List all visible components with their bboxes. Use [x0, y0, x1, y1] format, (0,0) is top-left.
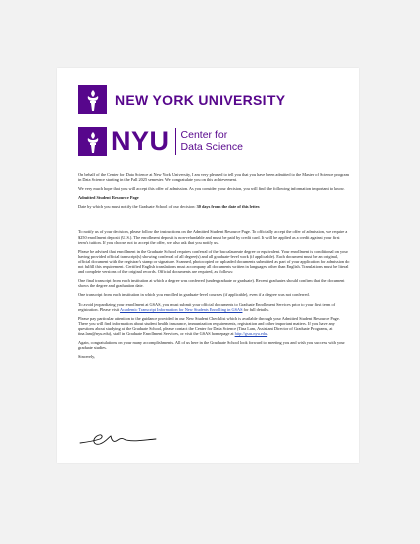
paragraph-checklist: [78, 316, 350, 336]
cds-logo: [78, 127, 243, 156]
checklist-text: Please pay particular attention to the guidance provided in our New Student Checklist which is available through your Admitted Student Resource Page. There you will find information about student health insurance, immunization requirements, registration and other important matters. If you have any questions about studying at the Graduate School, please contact the Center for Data Science (Tina Lam, Assistant Director of Graduate Programs, at tina.lam@nyu.edu), staff in Graduate Enrollment Services, or visit the GSAS homepage at: [78, 315, 340, 336]
university-name: NEW YORK UNIVERSITY: [115, 91, 286, 108]
deadline-value: 30 days from the date of this letter.: [196, 204, 261, 210]
section-heading: Admitted Student Resource Page: [78, 195, 139, 201]
nyu-header-logo: [78, 85, 285, 114]
center-name: [181, 130, 243, 153]
paragraph-admission: On behalf of the Center for Data Science at New York University, I am very pleased to tell you that you have been admitted to the Master of Science program in Data Science starting in the Fall 2025 semester. We congratulate you on this achievement.: [78, 172, 349, 183]
gsas-homepage-link[interactable]: http://gsas.nyu.edu: [234, 330, 268, 336]
paragraph-final-transcript: One final transcript from each institution at which a degree was conferred (undergraduate or graduate). Recent graduates should confirm that the document shows the degree and graduation date.: [78, 278, 345, 289]
deadline-text: Date by which you must notify the Graduate School of our decision:: [78, 204, 196, 210]
paragraph-deposit: To notify us of your decision, please follow the instructions on the Admitted Student Resource Page. To officially accept the offer of admission, we require a $250 enrollment deposit (U.S.). The enrollment deposit is non-refundable and must be paid by credit card. It will be applied as a credit against your first term's tuition. If you choose not to accept the offer, we also ask that you notify us.: [78, 229, 348, 245]
paragraph-accept-offer: We very much hope that you will accept this offer of admission. As you consider your decision, you will find the following information important to know.: [78, 186, 345, 192]
submit-text: To avoid jeopardizing your enrollment at GSAS, you must submit your official documents to Graduate Enrollment Services prior to your first term of registration. Please visit: [78, 301, 336, 312]
logo-divider: [175, 128, 176, 155]
transcript-info-link[interactable]: Academic Transcript Information for New Students Enrolling in GSAS: [120, 306, 243, 312]
paragraph-submit-documents: [78, 302, 350, 312]
letter-body: [78, 172, 350, 363]
closing: Sincerely,: [78, 354, 96, 360]
nyu-mark: NYU: [111, 126, 170, 156]
spacer: [78, 213, 350, 229]
center-name-line1: Center for: [180, 129, 228, 141]
paragraph-congratulations: Again, congratulations on your many accomplishments. All of us here in the Graduate School look forward to meeting you and wish you success with your graduate studies.: [78, 340, 345, 351]
paragraph-graduate-transcript: One transcript from each institution in which you enrolled in graduate-level courses (if applicable), even if a degree was not conferred.: [78, 292, 310, 298]
torch-icon: [78, 85, 107, 114]
signature: [78, 428, 158, 455]
paragraph-degree-requirement: Please be advised that enrollment in the Graduate School requires conferral of the baccalaureate degree or equivalent. Your enrollment is conditional on your having provided official transcript(s) showing conferral of all degree(s) and all graduate-level work (if applicable). Each document must be an original, official document with the registrar's stamp or signature. Scanned, photocopied or uploaded documents submitted as part of your application for admission do not fulfill this requirement. Certified English translations must accompany all documents written in languages other than English. Translations must be literal and complete versions of the original records. Official documents are required, as follows:: [78, 248, 350, 275]
admission-letter-page: [57, 68, 359, 463]
torch-icon: [78, 127, 107, 156]
submit-text-end: for full details.: [243, 306, 269, 312]
checklist-text-end: .: [267, 330, 269, 336]
center-name-line2: Data Science: [180, 140, 243, 153]
paragraph-deadline: [78, 204, 350, 209]
